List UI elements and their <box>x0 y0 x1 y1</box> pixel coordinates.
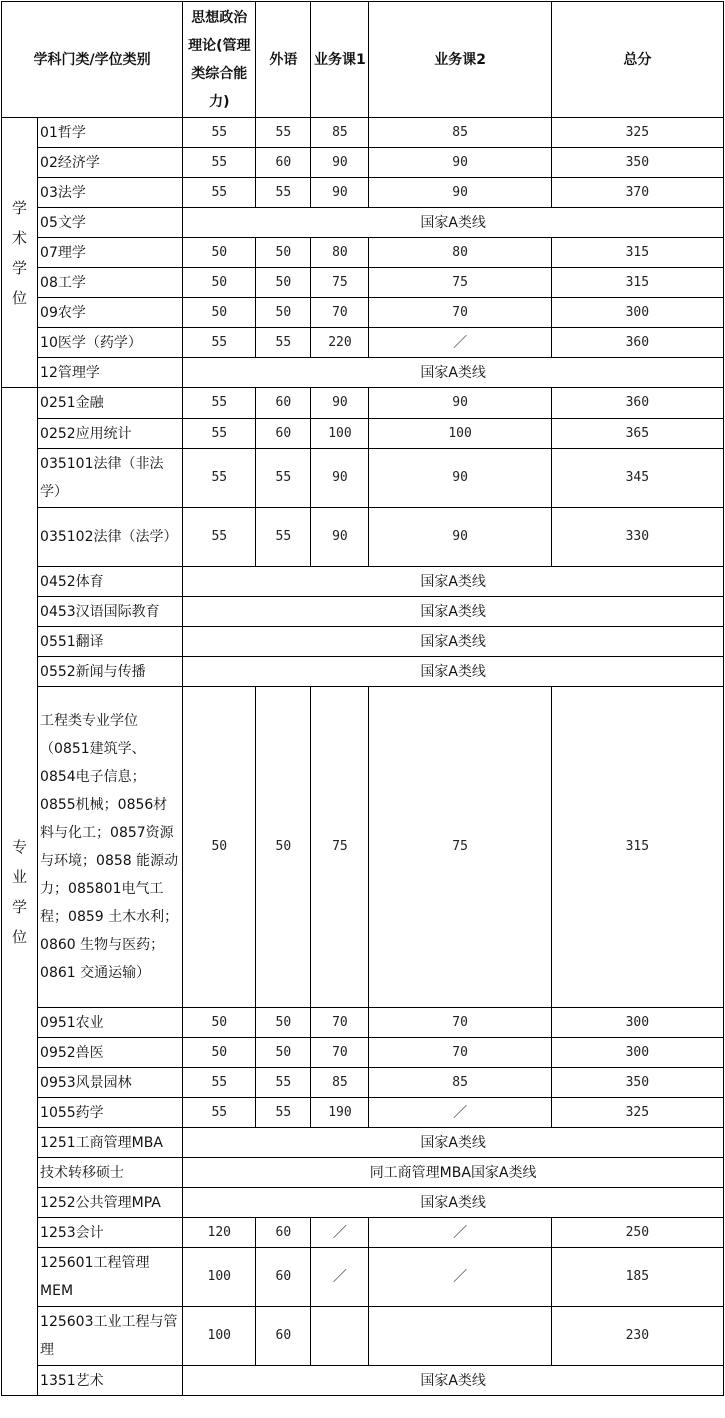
academic-row <box>2 118 724 148</box>
course2-score: 90 <box>369 148 551 178</box>
threshold-note: 国家A类线 <box>183 627 724 657</box>
professional-row <box>2 597 724 627</box>
politics-score: 55 <box>183 1068 256 1098</box>
subject-name: 0952兽医 <box>38 1038 183 1068</box>
total-score: 315 <box>551 238 723 268</box>
threshold-note: 国家A类线 <box>183 597 724 627</box>
foreign-score: 60 <box>256 148 311 178</box>
subject-name: 12管理学 <box>38 358 183 388</box>
threshold-note: 同工商管理MBA国家A类线 <box>183 1158 724 1188</box>
professional-row <box>2 419 724 449</box>
professional-row <box>2 449 724 508</box>
professional-row <box>2 388 724 419</box>
course2-score: ／ <box>369 1248 551 1307</box>
politics-score: 50 <box>183 268 256 298</box>
course1-score: 190 <box>311 1098 369 1128</box>
subject-name: 1252公共管理MPA <box>38 1188 183 1218</box>
professional-row <box>2 1038 724 1068</box>
total-score: 315 <box>551 268 723 298</box>
foreign-score: 50 <box>256 687 311 1008</box>
foreign-score: 60 <box>256 1307 311 1366</box>
course2-score: 100 <box>369 419 551 449</box>
course1-score: 90 <box>311 148 369 178</box>
course1-score <box>311 1307 369 1366</box>
course1-score: 70 <box>311 298 369 328</box>
foreign-score: 50 <box>256 238 311 268</box>
subject-name: 0252应用统计 <box>38 419 183 449</box>
course2-score <box>369 1307 551 1366</box>
subject-name: 工程类专业学位（0851建筑学、0854电子信息；0855机械；0856材料与化工；0857资源与环境；0858 能源动力；085801电气工程；0859 土木水利；0860 生物与医药； 0861 交通运输） <box>38 687 183 1008</box>
course1-score: 70 <box>311 1008 369 1038</box>
header-category: 学科门类/学位类别 <box>2 2 183 118</box>
academic-category-label: 学术学位 <box>12 198 28 307</box>
academic-row <box>2 148 724 178</box>
politics-score: 55 <box>183 148 256 178</box>
course2-score: 85 <box>369 118 551 148</box>
politics-score: 55 <box>183 419 256 449</box>
threshold-note: 国家A类线 <box>183 567 724 597</box>
total-score: 250 <box>551 1218 723 1248</box>
total-score: 325 <box>551 118 723 148</box>
professional-row <box>2 1098 724 1128</box>
threshold-note: 国家A类线 <box>183 358 724 388</box>
total-score: 350 <box>551 1068 723 1098</box>
course2-score: 90 <box>369 449 551 508</box>
professional-row <box>2 1218 724 1248</box>
politics-score: 50 <box>183 1008 256 1038</box>
total-score: 345 <box>551 449 723 508</box>
subject-name: 0452体育 <box>38 567 183 597</box>
politics-score: 55 <box>183 1098 256 1128</box>
foreign-score: 50 <box>256 298 311 328</box>
threshold-note: 国家A类线 <box>183 1366 724 1396</box>
course1-score: 90 <box>311 388 369 419</box>
course2-score: ／ <box>369 1098 551 1128</box>
subject-name: 0552新闻与传播 <box>38 657 183 687</box>
academic-row <box>2 208 724 238</box>
subject-name: 035101法律（非法学） <box>38 449 183 508</box>
subject-name: 1251工商管理MBA <box>38 1128 183 1158</box>
course1-score: 90 <box>311 178 369 208</box>
professional-row <box>2 627 724 657</box>
politics-score: 55 <box>183 388 256 419</box>
foreign-score: 55 <box>256 1098 311 1128</box>
subject-name: 125601工程管理MEM <box>38 1248 183 1307</box>
politics-score: 50 <box>183 687 256 1008</box>
professional-row <box>2 1188 724 1218</box>
total-score: 360 <box>551 388 723 419</box>
total-score: 365 <box>551 419 723 449</box>
course2-score: 75 <box>369 268 551 298</box>
course2-score: 70 <box>369 298 551 328</box>
subject-name: 1253会计 <box>38 1218 183 1248</box>
course1-score: 80 <box>311 238 369 268</box>
threshold-note: 国家A类线 <box>183 208 724 238</box>
course1-score: 100 <box>311 419 369 449</box>
politics-score: 50 <box>183 298 256 328</box>
header-row <box>2 2 724 118</box>
academic-row <box>2 358 724 388</box>
foreign-score: 55 <box>256 449 311 508</box>
header-course1: 业务课1 <box>311 2 369 118</box>
subject-name: 0951农业 <box>38 1008 183 1038</box>
politics-score: 50 <box>183 238 256 268</box>
header-total: 总分 <box>551 2 723 118</box>
professional-row <box>2 1366 724 1396</box>
academic-row <box>2 178 724 208</box>
foreign-score: 55 <box>256 508 311 567</box>
foreign-score: 50 <box>256 1038 311 1068</box>
professional-row <box>2 1158 724 1188</box>
politics-score: 50 <box>183 1038 256 1068</box>
politics-score: 55 <box>183 328 256 358</box>
subject-name: 1055药学 <box>38 1098 183 1128</box>
politics-score: 120 <box>183 1218 256 1248</box>
course2-score: 70 <box>369 1038 551 1068</box>
total-score: 350 <box>551 148 723 178</box>
course1-score: 75 <box>311 687 369 1008</box>
professional-row <box>2 1008 724 1038</box>
professional-row <box>2 1128 724 1158</box>
academic-row <box>2 298 724 328</box>
total-score: 300 <box>551 1008 723 1038</box>
foreign-score: 55 <box>256 1068 311 1098</box>
professional-category-cell <box>2 388 38 1396</box>
academic-category-cell <box>2 118 38 388</box>
foreign-score: 60 <box>256 1218 311 1248</box>
total-score: 300 <box>551 298 723 328</box>
politics-score: 100 <box>183 1248 256 1307</box>
subject-name: 02经济学 <box>38 148 183 178</box>
total-score: 325 <box>551 1098 723 1128</box>
course2-score: 90 <box>369 178 551 208</box>
total-score: 300 <box>551 1038 723 1068</box>
subject-name: 035102法律（法学） <box>38 508 183 567</box>
subject-name: 10医学（药学） <box>38 328 183 358</box>
professional-row <box>2 657 724 687</box>
subject-name: 08工学 <box>38 268 183 298</box>
subject-name: 0453汉语国际教育 <box>38 597 183 627</box>
course1-score: ／ <box>311 1218 369 1248</box>
header-course2: 业务课2 <box>369 2 551 118</box>
total-score: 360 <box>551 328 723 358</box>
subject-name: 1351艺术 <box>38 1366 183 1396</box>
score-table <box>1 1 724 1396</box>
academic-row <box>2 328 724 358</box>
total-score: 315 <box>551 687 723 1008</box>
course1-score: 85 <box>311 118 369 148</box>
foreign-score: 60 <box>256 419 311 449</box>
professional-row <box>2 508 724 567</box>
course1-score: 90 <box>311 449 369 508</box>
politics-score: 55 <box>183 508 256 567</box>
course2-score: 75 <box>369 687 551 1008</box>
subject-name: 技术转移硕士 <box>38 1158 183 1188</box>
foreign-score: 50 <box>256 268 311 298</box>
professional-row <box>2 1068 724 1098</box>
foreign-score: 60 <box>256 388 311 419</box>
course1-score: ／ <box>311 1248 369 1307</box>
subject-name: 03法学 <box>38 178 183 208</box>
table-body <box>2 118 724 1396</box>
course1-score: 90 <box>311 508 369 567</box>
course1-score: 85 <box>311 1068 369 1098</box>
subject-name: 125603工业工程与管理 <box>38 1307 183 1366</box>
politics-score: 55 <box>183 178 256 208</box>
course1-score: 75 <box>311 268 369 298</box>
subject-name: 01哲学 <box>38 118 183 148</box>
header-foreign: 外语 <box>256 2 311 118</box>
subject-name: 07理学 <box>38 238 183 268</box>
foreign-score: 60 <box>256 1248 311 1307</box>
total-score: 185 <box>551 1248 723 1307</box>
course1-score: 70 <box>311 1038 369 1068</box>
politics-score: 100 <box>183 1307 256 1366</box>
foreign-score: 55 <box>256 178 311 208</box>
course2-score: 85 <box>369 1068 551 1098</box>
foreign-score: 55 <box>256 328 311 358</box>
professional-row <box>2 1307 724 1366</box>
course2-score: 80 <box>369 238 551 268</box>
academic-row <box>2 238 724 268</box>
course2-score: 90 <box>369 388 551 419</box>
academic-row <box>2 268 724 298</box>
course2-score: 90 <box>369 508 551 567</box>
politics-score: 55 <box>183 118 256 148</box>
foreign-score: 50 <box>256 1008 311 1038</box>
subject-name: 0953风景园林 <box>38 1068 183 1098</box>
subject-name: 05文学 <box>38 208 183 238</box>
subject-name: 09农学 <box>38 298 183 328</box>
total-score: 230 <box>551 1307 723 1366</box>
threshold-note: 国家A类线 <box>183 657 724 687</box>
politics-score: 55 <box>183 449 256 508</box>
threshold-note: 国家A类线 <box>183 1188 724 1218</box>
header-politics: 思想政治理论(管理类综合能力) <box>183 2 256 118</box>
subject-name: 0551翻译 <box>38 627 183 657</box>
threshold-note: 国家A类线 <box>183 1128 724 1158</box>
course2-score: 70 <box>369 1008 551 1038</box>
subject-name: 0251金融 <box>38 388 183 419</box>
foreign-score: 55 <box>256 118 311 148</box>
total-score: 370 <box>551 178 723 208</box>
professional-row <box>2 1248 724 1307</box>
professional-row <box>2 687 724 1008</box>
course2-score: ／ <box>369 328 551 358</box>
professional-category-label: 专业学位 <box>12 837 28 946</box>
course1-score: 220 <box>311 328 369 358</box>
total-score: 330 <box>551 508 723 567</box>
course2-score: ／ <box>369 1218 551 1248</box>
professional-row <box>2 567 724 597</box>
